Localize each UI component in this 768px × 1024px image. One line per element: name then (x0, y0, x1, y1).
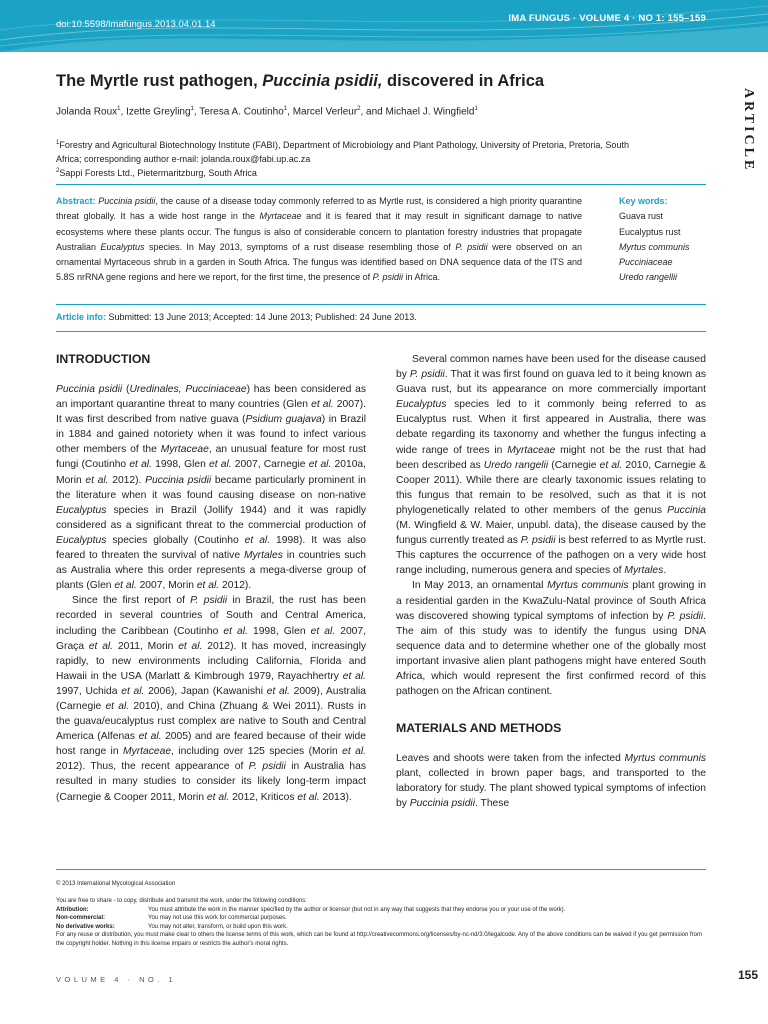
title-main: The Myrtle rust pathogen, (56, 72, 258, 90)
column-right (396, 352, 706, 812)
abstract-t3: Myrtaceae (259, 211, 302, 222)
license-noderivs (56, 923, 706, 932)
abstract-label: Abstract: (56, 196, 96, 206)
keyword-item: Pucciniaceae (619, 257, 673, 268)
license-attribution (56, 906, 706, 915)
aff1-sup: 1 (56, 140, 60, 146)
doi-text: doi:10.5598/imafungus.2013.04.01.14 (56, 19, 216, 30)
keywords-label: Key words: (619, 196, 668, 206)
rule-footer (56, 869, 706, 870)
methods-heading: MATERIALS AND METHODS (396, 721, 562, 736)
aff1-line2: Africa; corresponding author e-mail: jolanda.roux@fabi.up.ac.za (56, 153, 311, 164)
author-name: Teresa A. Coutinho (199, 106, 284, 118)
article-info (56, 312, 417, 322)
article-info-label: Article info: (56, 312, 107, 322)
author-affiliation-sup: 1 (117, 106, 121, 112)
affiliation-1 (56, 137, 706, 166)
article-info-text: Submitted: 13 June 2013; Accepted: 14 June 2013; Published: 24 June 2013. (108, 312, 417, 322)
journal-citation: IMA FUNGUS · VOLUME 4 · NO 1: 155–159 (508, 13, 706, 24)
rule-bottom (56, 331, 706, 332)
noderivs-label: No derivative works: (56, 923, 115, 930)
aff2-sup: 2 (56, 168, 60, 174)
volume-footer: VOLUME 4 · NO. 1 (56, 975, 177, 984)
intro-heading: INTRODUCTION (56, 352, 151, 366)
author-affiliation-sup: 1 (190, 106, 194, 112)
abstract-t8: were observed on an ornamental Myrtaceous shrub in a garden in South Africa. The fungus was identified based on DNA sequence data of the ITS and 5.8S nrRNA gene regions and here we report, for the first time, the presence of (56, 241, 582, 283)
aff1-line1: Forestry and Agricultural Biotechnology Institute (FABI), Department of Microbiology and Plant Pathology, University of Pretoria, Pretoria, South (59, 140, 629, 150)
author-name: Marcel Verleur (292, 106, 358, 118)
intro-paragraph-1: Puccinia psidii (Uredinales, Pucciniaceae) has been considered as an important quarantine threat to many countries (Glen et al. 2007). It was first described from native guava (Psidium guajava) in Brazil in 1884 and gained notoriety when it was found to infect various other members of the Myrtaceae, an unusual feature for most rust fungi (Coutinho et al. 1998, Glen et al. 2007, Carnegie et al. 2010a, Morin et al. 2012). Puccinia psidii became particularly prominent in the literature when it was found causing disease on non-native Eucalyptus species in Brazil (Jollify 1944) and it was rapidly considered as a significant threat to the commercial production of Eucalyptus species globally (Coutinho et al. 1998). It was also feared to threaten the survival of native Myrtales in countries such as Australia where this order represents a mega-diverse group of plants (Glen et al. 2007, Morin et al. 2012). (56, 384, 367, 592)
noderivs-text: You may not alter, transform, or build upon this work. (148, 923, 288, 930)
author-name: Jolanda Roux (56, 106, 118, 118)
intro-paragraph-4: In May 2013, an ornamental Myrtus communis plant growing in a residential garden in the KwaZulu-Natal province of South Africa was discovered showing typical symptoms of infection by P. psidii. The aim of this study was to identify the fungus using DNA sequence data and to determine whether one of the globally most important invasive alien plant pathogens might have entered South Africa, which would represent the first confirmed record of this pathogen on the African continent. (396, 580, 706, 698)
keyword-item: Myrtus communis (619, 241, 690, 252)
keyword-item: Eucalyptus rust (619, 226, 681, 237)
title-rest: discovered in Africa (387, 72, 545, 90)
page-number: 155 (738, 968, 759, 982)
license-block (56, 897, 706, 948)
title-species: Puccinia psidii, (262, 72, 383, 90)
copyright-line: © 2013 International Mycological Association (56, 881, 176, 887)
license-share: You are free to share - to copy, distribute and transmit the work, under the following conditions: (56, 898, 307, 904)
rule-top (56, 184, 706, 185)
author-list: Jolanda Roux$^1$, Izette Greyling$^1$, Teresa A. Coutinho$^1$, Marcel Verleur$^2$, and Michael J. Wingfield$^1$ (56, 106, 478, 118)
intro-paragraph-2: Since the first report of P. psidii in Brazil, the rust has been recorded in several countries of South and Central America, including the Caribbean (Coutinho et al. 1998, Glen et al. 2007, Graça et al. 2011, Morin et al. 2012). It has moved, increasingly rapidly, to new environments including California, Florida and Hawaii in the USA (Marlatt & Kimbrough 1979, Rayachhertry et al. 1997, Uchida et al. 2006), Japan (Kawanishi et al. 2009), Australia (Carnegie et al. 2010), and China (Zhuang & Wei 2011). Rusts in the guava/eucalyptus rust complex are native to South and Central America (Alfenas et al. 2005) and are feared because of their wide host range in Myrtaceae, including over 125 species (Morin et al. 2012). Thus, the recent appearance of P. psidii in Australia has resulted in many studies to consider its likely long-term impact (Carnegie & Cooper 2011, Morin et al. 2012, Kriticos et al. 2013). (56, 595, 367, 803)
keyword-item: Guava rust (619, 211, 664, 222)
author-affiliation-sup: 1 (474, 106, 478, 112)
article-label-text: ARTICLE (741, 88, 756, 173)
author-affiliation-sup: 1 (283, 106, 288, 112)
paper-title (56, 72, 544, 91)
article-side-label (738, 88, 758, 173)
abstract-t4: and it is feared that it may result in significant damage to native ecosystems where these plants occur. The fungus is also of considerable concern to plantation forestry industries that propagate Australian (56, 211, 582, 252)
column-left (56, 352, 366, 805)
abstract-t9: P. psidii (372, 272, 404, 283)
attribution-label: Attribution: (56, 906, 89, 913)
keyword-item: Uredo rangellii (619, 272, 678, 283)
intro-paragraph-3: Several common names have been used for the disease caused by P. psidii. That it was first found on guava led to it being known as Guava rust, but its appearance on more commercially important Eucalyptus species led to it commonly being referred to as Eucalyptus rust. When it first appeared in Australia, there was debate regarding its taxonomy and whether the fungus infecting a wide range of trees in Myrtaceae might not be the rust that had been described as Uredo rangelii (Carnegie et al. 2010, Carnegie & Cooper 2011). While there are clearly taxonomic issues relating to this fungus that remain to be resolved, such as that it is not phylogenetically related to other members of the genus Puccinia (M. Wingfield & W. Maier, unpubl. data), the disease caused by the fungus currently treated as P. psidii is best referred to as Myrtle rust. This captures the occurrence of the pathogen on a very wide host range including, numerous genera and species of Myrtales. (396, 354, 707, 577)
attribution-text: You must attribute the work in the manner specified by the author or licensor (but not in any way that suggests that they endorse you or your use of the work). (148, 906, 566, 913)
aff2-text: Sappi Forests Ltd., Pietermaritzburg, South Africa (59, 168, 257, 178)
abstract-t6: species. In May 2013, symptoms of a rust disease resembling those of (144, 241, 456, 252)
author-name: Michael J. Wingfield (385, 106, 475, 118)
abstract (56, 194, 582, 286)
keywords-box (619, 194, 690, 286)
abstract-t1: Puccinia psidii (98, 196, 156, 206)
license-noncommercial (56, 914, 706, 923)
affiliation-2 (56, 165, 706, 181)
journal-header-band (0, 0, 768, 52)
author-name: Izette Greyling (126, 106, 191, 118)
license-reuse: For any reuse or distribution, you must make clear to others the license terms of this work, which can be found at http://creativecommons.org/licenses/by-nc-nd/3.0/legalcode. Any of the above conditions can be waived if you get permission from the copyright holder. Nothing in this license impairs or restricts the author's moral rights. (56, 932, 702, 947)
abstract-t10: in Africa. (403, 272, 441, 283)
noncommercial-text: You may not use this work for commercial purposes. (148, 915, 287, 921)
methods-paragraph-1: Leaves and shoots were taken from the infected Myrtus communis plant, collected in brown paper bags, and transported to the laboratory for study. The plant showed typical symptoms of infection by Puccinia psidii. These (396, 753, 707, 810)
abstract-t5: Eucalyptus (100, 241, 145, 252)
noncommercial-label: Non-commercial: (56, 915, 106, 921)
abstract-t7: P. psidii (455, 241, 488, 252)
abstract-t2: , the cause of a disease today commonly referred to as Myrtle rust, is considered a high priority quarantine threat globally. It has a wide host range in the (56, 196, 582, 222)
rule-middle (56, 304, 706, 305)
author-affiliation-sup: 2 (357, 106, 361, 112)
